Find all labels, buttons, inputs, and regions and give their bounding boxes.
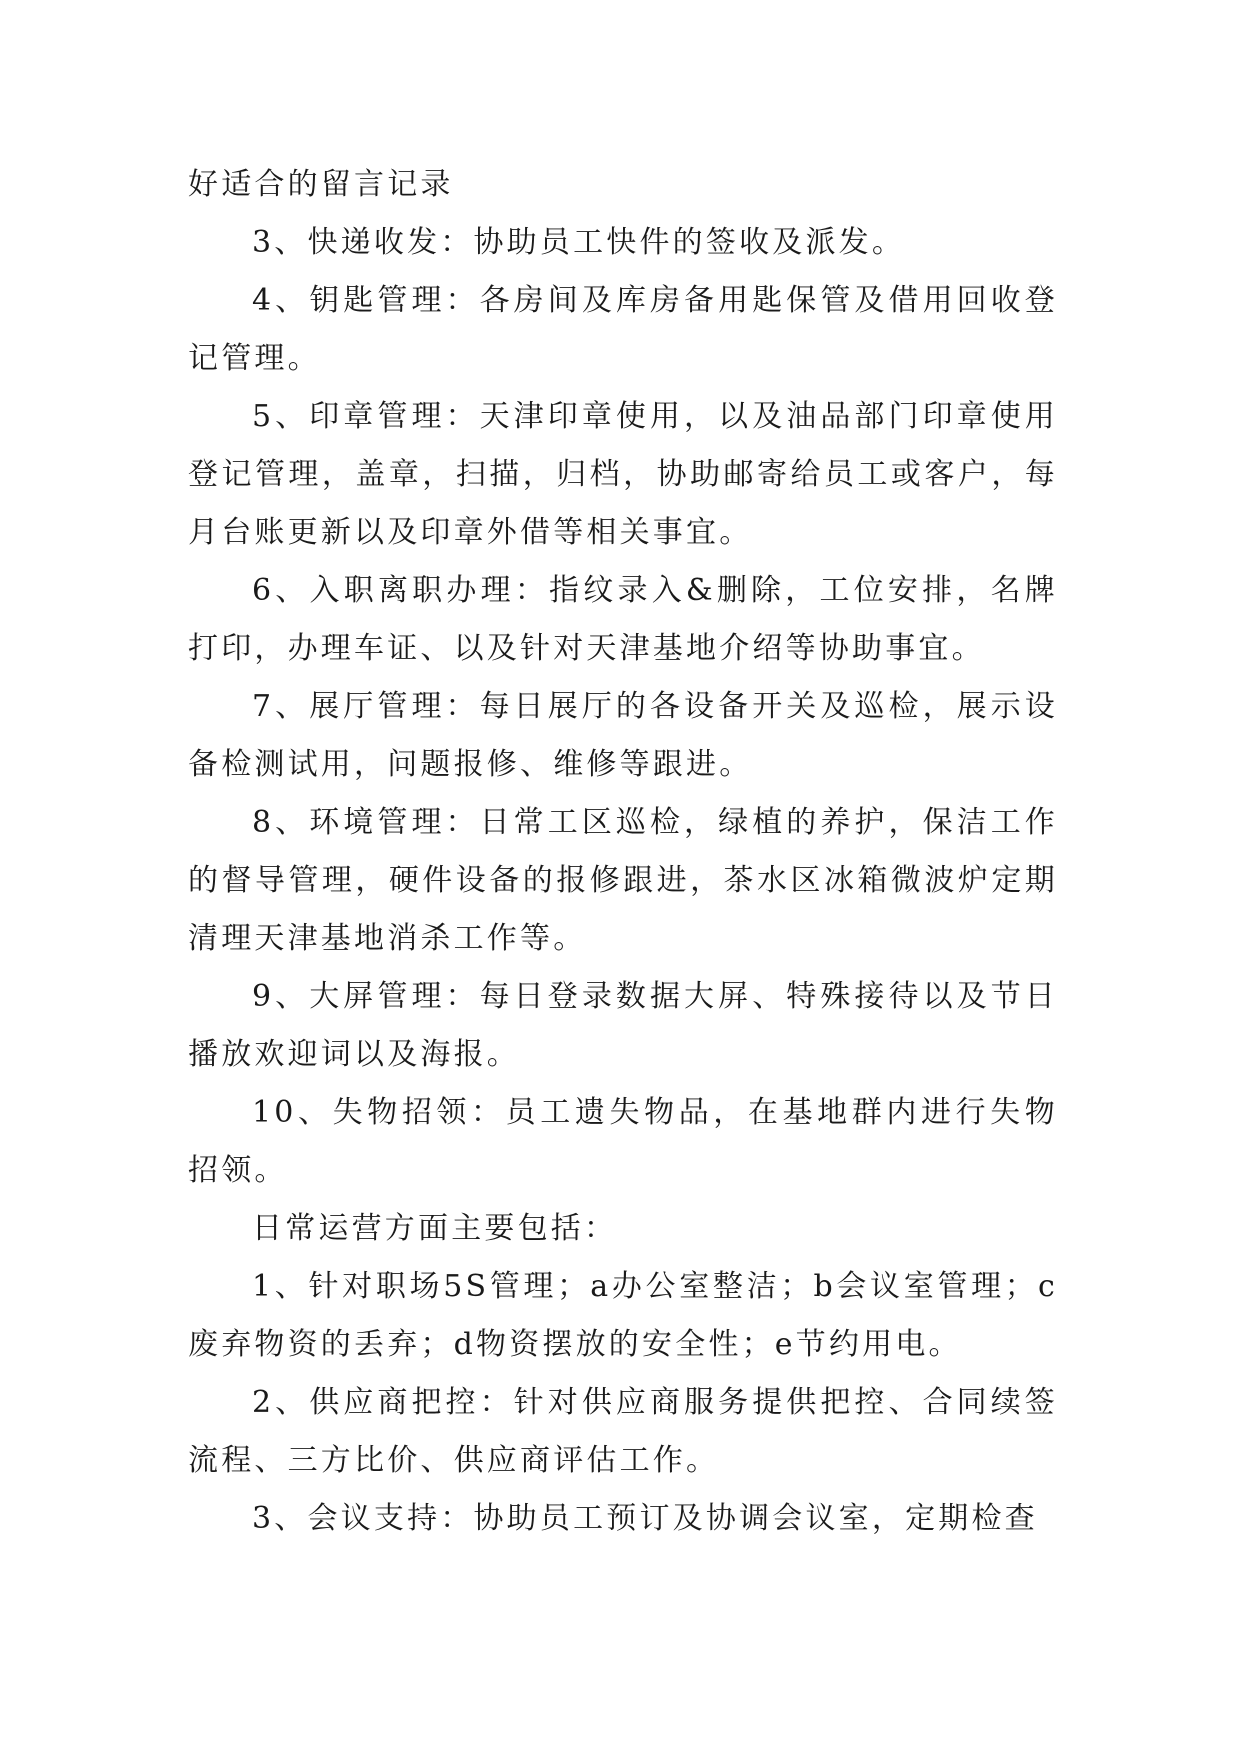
paragraph-item-lost-found: 10、失物招领：员工遗失物品，在基地群内进行失物招领。	[188, 1095, 1058, 1188]
paragraph-item-seals: 5、印章管理：天津印章使用，以及油品部门印章使用登记管理，盖章，扫描，归档，协助邮寄给员工或客户，每月台账更新以及印章外借等相关事宜。	[188, 399, 1058, 550]
document-body	[188, 156, 1058, 1548]
paragraph-item-express: 3、快递收发：协助员工快件的签收及派发。	[252, 225, 906, 260]
paragraph-item-environment: 8、环境管理：日常工区巡检，绿植的养护，保洁工作的督导管理，硬件设备的报修跟进，茶水区冰箱微波炉定期清理天津基地消杀工作等。	[188, 805, 1058, 956]
paragraph-item-5s: 1、针对职场5S管理；a办公室整洁；b会议室管理；c废弃物资的丢弃；d物资摆放的安全性；e节约用电。	[188, 1269, 1058, 1362]
paragraph-item-showroom: 7、展厅管理：每日展厅的各设备开关及巡检，展示设备检测试用，问题报修、维修等跟进。	[188, 689, 1058, 782]
paragraph-item-big-screen: 9、大屏管理：每日登录数据大屏、特殊接待以及节日播放欢迎词以及海报。	[188, 979, 1058, 1072]
paragraph-continuation: 好适合的留言记录	[188, 167, 454, 202]
paragraph-item-meetings: 3、会议支持：协助员工预订及协调会议室，定期检查	[252, 1501, 1038, 1536]
paragraph-section-heading: 日常运营方面主要包括：	[252, 1211, 618, 1246]
paragraph-item-keys: 4、钥匙管理：各房间及库房备用匙保管及借用回收登记管理。	[188, 283, 1058, 376]
paragraph-item-suppliers: 2、供应商把控：针对供应商服务提供把控、合同续签流程、三方比价、供应商评估工作。	[188, 1385, 1058, 1478]
paragraph-item-onboarding: 6、入职离职办理：指纹录入&删除，工位安排，名牌打印，办理车证、以及针对天津基地介绍等协助事宜。	[188, 573, 1058, 666]
